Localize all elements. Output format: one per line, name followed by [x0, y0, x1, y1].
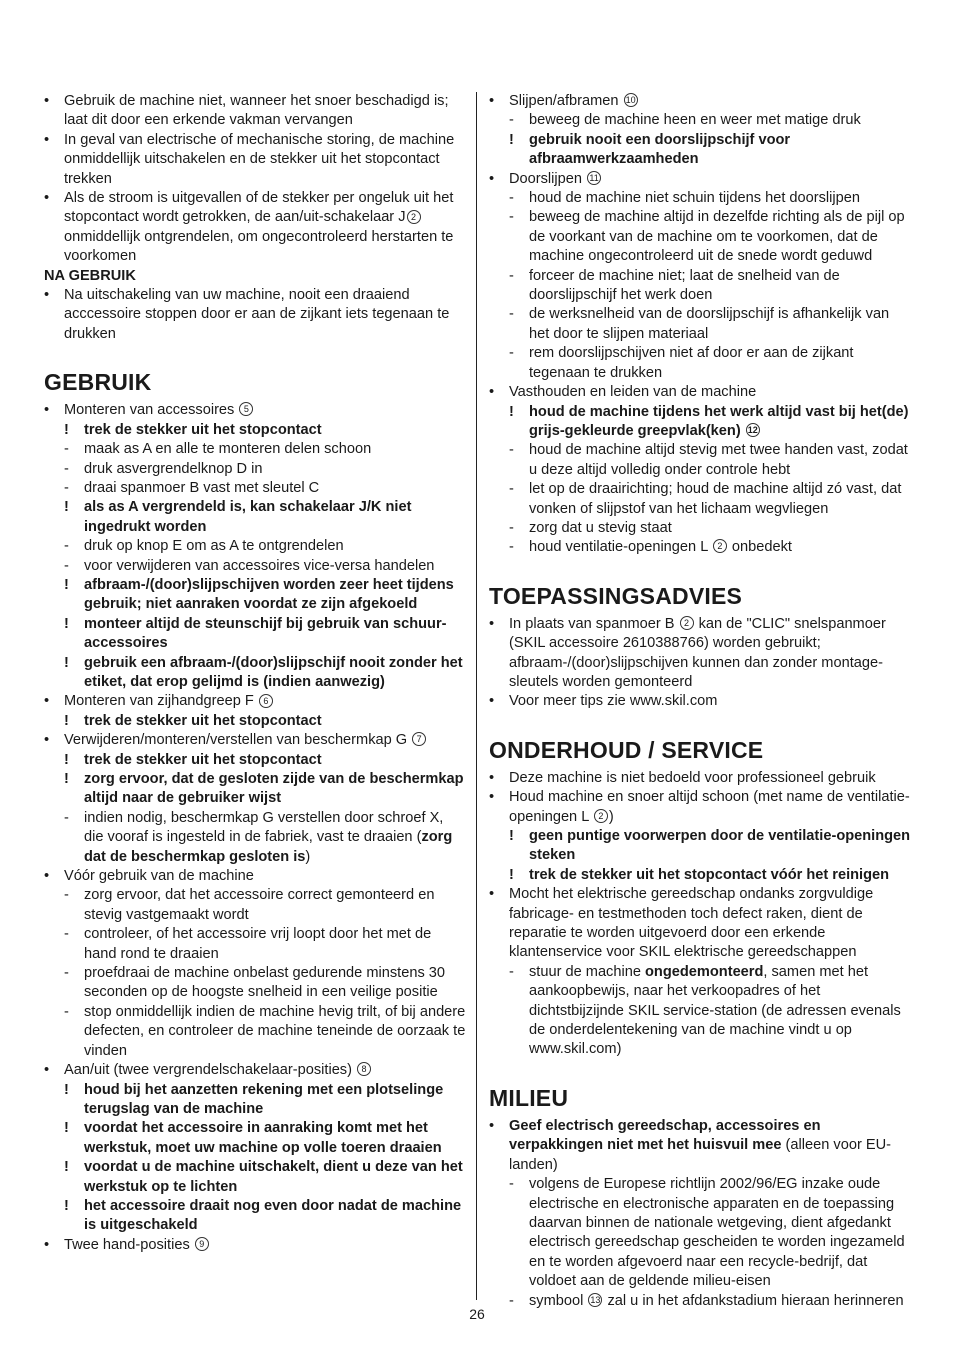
item-text: houd ventilatie-openingen L 2 onbedekt	[529, 539, 792, 556]
heading-milieu: MILIEU	[489, 1084, 569, 1111]
dash-item	[44, 886, 466, 925]
item-text: druk op knop E om as A te ontgrendelen	[84, 538, 344, 555]
dash-item	[44, 809, 466, 867]
warning-item	[44, 1197, 466, 1236]
bullet-item	[489, 615, 913, 693]
dash-marker: -	[64, 965, 69, 982]
dash-item	[489, 267, 913, 306]
list-milieu	[489, 1117, 913, 1311]
bullet-item	[44, 1236, 466, 1255]
item-text: houd de machine altijd stevig met twee handen vast, zodat u deze altijd volledig onder controle hebt	[529, 442, 908, 478]
item-text: zorg dat u stevig staat	[529, 519, 672, 536]
warning-item	[44, 1158, 466, 1197]
dash-item	[489, 441, 913, 480]
list-gebruik	[44, 401, 466, 1255]
dash-item	[489, 1175, 913, 1291]
bullet-item	[489, 885, 913, 963]
item-text: Deze machine is niet bedoeld voor professioneel gebruik	[509, 769, 876, 786]
item-text: Na uitschakeling van uw machine, nooit een draaiend acccessoire stoppen door er aan de zijkant iets tegenaan te drukken	[64, 287, 450, 342]
item-text: Monteren van zijhandgreep F 6	[64, 693, 274, 709]
item-text: Twee hand-posities 9	[64, 1237, 210, 1253]
warning-item	[489, 403, 913, 442]
warning-item	[44, 1081, 466, 1120]
bullet-item	[489, 170, 913, 189]
bullet-marker: •	[489, 693, 495, 710]
bullet-marker: •	[44, 1062, 50, 1079]
list-intro	[44, 92, 466, 267]
item-text: Houd machine en snoer altijd schoon (met name de ventilatie-openingen L 2 )	[509, 789, 910, 825]
dash-item	[44, 479, 466, 498]
warning-item	[44, 615, 466, 654]
bullet-marker: •	[489, 769, 495, 786]
bullet-marker: •	[44, 93, 50, 109]
dash-item	[489, 111, 913, 130]
bullet-marker: •	[44, 693, 50, 710]
item-text: trek de stekker uit het stopcontact	[84, 712, 322, 729]
item-text: beweeg de machine altijd in dezelfde richting als de pijl op de voorkant van de machine om te voorkomen, dat de machine ongecontroleerd uit de snede wordt geduwd	[529, 209, 905, 265]
dash-item	[44, 537, 466, 556]
item-text: Aan/uit (twee vergrendelschakelaar-posities) 8	[64, 1062, 372, 1078]
dash-marker: -	[509, 963, 514, 980]
bullet-marker: •	[44, 287, 50, 304]
warning-item	[44, 712, 466, 731]
item-text: proefdraai de machine onbelast gedurende minstens 30 seconden op de hoogste snelheid in een veilige positie	[84, 965, 446, 1001]
dash-item	[44, 964, 466, 1003]
warning-item	[489, 866, 913, 885]
warning-item	[44, 1119, 466, 1158]
bullet-marker: •	[44, 402, 50, 419]
item-text: als as A vergrendeld is, kan schakelaar J/K niet ingedrukt worden	[84, 499, 412, 535]
dash-marker: -	[509, 1292, 514, 1309]
item-text: Als de stroom is uitgevallen of de stekker per ongeluk uit het stopcontact wordt getrokken, de aan/uit-schakelaar J 2 onmiddellijk ontgrendelen, om ongecontroleerd herstarten te voorkomen	[64, 190, 454, 265]
item-text: beweeg de machine heen en weer met matige druk	[529, 112, 861, 129]
item-text: indien nodig, beschermkap G verstellen door schroef X, die vooraf is ingesteld in de fabriek, vast te draaien (zorg dat de beschermkap gesloten is)	[84, 809, 453, 865]
column-divider	[476, 92, 477, 1300]
item-text: Vóór gebruik van de machine	[64, 868, 254, 885]
bullet-item	[44, 286, 466, 344]
list-onderhoud-service	[489, 769, 913, 1060]
bullet-marker: •	[489, 886, 495, 903]
item-text: voor verwijderen van accessoires vice-versa handelen	[84, 557, 435, 574]
item-text: voordat het accessoire in aanraking komt met het werkstuk, moet uw machine op volle toeren draaien	[84, 1120, 442, 1156]
item-text: trek de stekker uit het stopcontact	[84, 421, 322, 438]
bullet-marker: •	[44, 868, 50, 885]
item-text: trek de stekker uit het stopcontact	[84, 751, 322, 768]
dash-marker: -	[64, 538, 69, 555]
circled-number-icon: 12	[747, 425, 758, 436]
bullet-marker: •	[44, 732, 50, 749]
warning-item	[44, 751, 466, 770]
dash-marker: -	[509, 345, 514, 362]
item-text: In geval van electrische of mechanische storing, de machine onmiddellijk uitschakelen en de stekker uit het stopcontact trekken	[64, 131, 455, 187]
bullet-item	[489, 92, 913, 111]
circled-number-icon: 2	[680, 616, 694, 630]
dash-marker: -	[509, 209, 514, 226]
warning-item	[44, 421, 466, 440]
bullet-item	[489, 769, 913, 788]
item-text: Slijpen/afbramen 10	[509, 93, 636, 109]
dash-marker: -	[509, 112, 514, 129]
item-text: zorg ervoor, dat het accessoire correct gemonteerd en stevig vastgemaakt wordt	[84, 887, 435, 923]
dash-item	[489, 538, 913, 557]
warning-marker: !	[64, 421, 69, 438]
circled-number-icon: 2	[713, 539, 727, 553]
bullet-item	[489, 1117, 913, 1175]
item-text: de werksnelheid van de doorslijpschijf is afhankelijk van het door te slijpen materiaal	[529, 306, 890, 342]
dash-marker: -	[509, 190, 514, 207]
list-slijpen	[489, 92, 913, 558]
bullet-item	[44, 401, 466, 420]
bullet-item	[489, 383, 913, 402]
dash-item	[44, 925, 466, 964]
dash-item	[44, 460, 466, 479]
circled-number-icon: 8	[357, 1062, 371, 1076]
warning-item	[44, 498, 466, 537]
item-text: geen puntige voorwerpen door de ventilatie-openingen steken	[529, 828, 911, 864]
warning-marker: !	[64, 615, 69, 632]
item-text: afbraam-/(door)slijpschijven worden zeer heet tijdens gebruik; niet aanraken voordat ze zijn afgekoeld	[84, 576, 454, 613]
warning-marker: !	[64, 712, 69, 729]
circled-number-icon: 5	[239, 402, 253, 416]
item-text: controleer, of het accessoire vrij loopt door het met de hand rond te draaien	[84, 926, 432, 962]
subheading-na-gebruik: NA GEBRUIK	[44, 267, 136, 284]
warning-item	[489, 131, 913, 170]
warning-item	[44, 770, 466, 809]
item-text: In plaats van spanmoer B 2 kan de "CLIC" snelspanmoer (SKIL accessoire 2610388766) worden gebruikt; afbraam-/(door)slijpschijven kunnen dan zonder montage-sleutels worden gemonteerd	[509, 615, 886, 690]
item-text: maak as A en alle te monteren delen schoon	[84, 441, 372, 458]
circled-number-icon: 7	[412, 732, 426, 746]
warning-marker: !	[64, 654, 69, 671]
warning-marker: !	[509, 131, 514, 148]
item-text: draai spanmoer B vast met sleutel C	[84, 479, 320, 496]
item-text: houd de machine niet schuin tijdens het doorslijpen	[529, 190, 861, 207]
bullet-marker: •	[489, 789, 495, 806]
item-text: Vasthouden en leiden van de machine	[509, 384, 757, 401]
dash-item	[489, 519, 913, 538]
warning-marker: !	[64, 1197, 69, 1214]
dash-item	[489, 480, 913, 519]
item-text: gebruik nooit een doorslijpschijf voor afbraamwerkzaamheden	[529, 131, 791, 168]
item-text: Monteren van accessoires 5	[64, 402, 254, 418]
item-text: trek de stekker uit het stopcontact vóór het reinigen	[529, 866, 890, 883]
bullet-item	[44, 1061, 466, 1080]
warning-marker: !	[509, 866, 514, 883]
dash-item	[44, 440, 466, 459]
bullet-item	[44, 92, 466, 131]
dash-marker: -	[64, 460, 69, 477]
dash-item	[44, 557, 466, 576]
dash-marker: -	[509, 539, 514, 556]
warning-item	[44, 576, 466, 615]
circled-number-icon: 9	[195, 1237, 209, 1251]
item-text: stop onmiddellijk indien de machine hevig trilt, of bij andere defecten, en controleer de machine teneinde de oorzaak te vinden	[84, 1003, 466, 1059]
dash-marker: -	[64, 557, 69, 574]
warning-marker: !	[64, 499, 69, 516]
heading-toepassingsadvies: TOEPASSINGSADVIES	[489, 582, 743, 609]
item-text: Geef electrisch gereedschap, accessoires en verpakkingen niet met het huisvuil mee (alleen voor EU-landen)	[509, 1117, 891, 1173]
dash-marker: -	[509, 442, 514, 459]
circled-number-icon: 6	[259, 694, 273, 708]
bullet-item	[489, 692, 913, 711]
item-text: voordat u de machine uitschakelt, dient u deze van het werkstuk op te lichten	[84, 1159, 463, 1195]
dash-marker: -	[509, 481, 514, 498]
warning-marker: !	[64, 1159, 69, 1176]
bullet-item	[489, 788, 913, 827]
warning-marker: !	[509, 828, 514, 844]
warning-marker: !	[509, 403, 514, 420]
item-text: Voor meer tips zie www.skil.com	[509, 693, 718, 710]
circled-number-icon: 13	[590, 1294, 601, 1305]
item-text: Mocht het elektrische gereedschap ondanks zorgvuldige fabricage- en testmethoden toch defect raken, dient de reparatie te worden uitgevoerd door een erkende klantenservice voor SKIL elektrische gereedschappen	[509, 886, 874, 961]
bullet-marker: •	[489, 93, 495, 109]
warning-marker: !	[64, 1081, 69, 1098]
warning-item	[489, 827, 913, 866]
circled-number-icon: 11	[587, 171, 601, 185]
dash-marker: -	[64, 441, 69, 458]
item-text: houd de machine tijdens het werk altijd vast bij het(de) grijs-gekleurde greepvlak(ken) 12	[529, 403, 909, 439]
circled-number-icon: 10	[625, 95, 636, 106]
circled-number-icon: 2	[594, 809, 608, 823]
item-text: Doorslijpen 11	[509, 171, 602, 187]
bullet-marker: •	[489, 1117, 495, 1134]
warning-marker: !	[64, 1120, 69, 1137]
dash-item	[489, 344, 913, 383]
item-text: Gebruik de machine niet, wanneer het snoer beschadigd is; laat dit door een erkende vakman vervangen	[64, 93, 449, 129]
dash-marker: -	[509, 1176, 514, 1193]
right-column	[489, 92, 913, 1311]
dash-marker: -	[64, 887, 69, 904]
list-na-gebruik	[44, 286, 466, 344]
item-text: volgens de Europese richtlijn 2002/96/EG inzake oude electrische en electronische apparaten en de toepassing daarvan binnen de nationale wetgeving, dient afgedankt electrisch gereedschap gescheiden te worden ingezameld en te worden afgevoerd naar een recycle-bedrijf, dat voldoet aan de geldende milieu-eisen	[529, 1176, 905, 1290]
heading-gebruik: GEBRUIK	[44, 369, 152, 396]
bullet-item	[44, 692, 466, 711]
bullet-marker: •	[44, 1236, 50, 1253]
item-text: stuur de machine ongedemonteerd, samen met het aankoopbewijs, naar het verkoopadres of het dichtstbijzijnde SKIL service-station (de adressen evenals de onderdelentekening van de machine vindt u op www.skil.com)	[529, 963, 901, 1058]
bullet-item	[44, 731, 466, 750]
warning-marker: !	[64, 771, 69, 787]
item-text: forceer de machine niet; laat de snelheid van de doorslijpschijf het werk doen	[529, 267, 840, 304]
item-text: druk asvergrendelknop D in	[84, 460, 263, 477]
warning-marker: !	[64, 576, 69, 593]
bullet-marker: •	[44, 131, 50, 148]
dash-marker: -	[64, 809, 69, 826]
item-text: houd bij het aanzetten rekening met een plotselinge terugslag van de machine	[84, 1081, 444, 1117]
dash-marker: -	[509, 306, 514, 323]
circled-number-icon: 2	[407, 210, 421, 224]
bullet-item	[44, 189, 466, 267]
bullet-marker: •	[489, 384, 495, 401]
bullet-item	[44, 867, 466, 886]
bullet-item	[44, 131, 466, 189]
warning-marker: !	[64, 751, 69, 768]
dash-marker: -	[64, 1003, 69, 1020]
item-text: het accessoire draait nog even door nadat de machine is uitgeschakeld	[84, 1197, 462, 1234]
list-toepassingsadvies	[489, 615, 913, 712]
bullet-marker: •	[44, 190, 50, 207]
dash-item	[489, 963, 913, 1060]
dash-item	[44, 1003, 466, 1061]
dash-item	[489, 305, 913, 344]
dash-marker: -	[509, 519, 514, 536]
dash-marker: -	[509, 267, 514, 284]
dash-marker: -	[64, 479, 69, 496]
dash-item	[489, 189, 913, 208]
bullet-marker: •	[489, 615, 495, 632]
dash-marker: -	[64, 926, 69, 943]
item-text: rem doorslijpschijven niet af door er aan de zijkant tegenaan te drukken	[529, 345, 854, 381]
item-text: monteer altijd de steunschijf bij gebruik van schuur-accessoires	[84, 615, 447, 652]
item-text: zorg ervoor, dat de gesloten zijde van de beschermkap altijd naar de gebruiker wijst	[84, 771, 464, 807]
heading-onderhoud-service: ONDERHOUD / SERVICE	[489, 736, 764, 763]
item-text: symbool 13 zal u in het afdankstadium hieraan herinneren	[529, 1292, 904, 1309]
left-column	[44, 92, 466, 1255]
item-text: Verwijderen/monteren/verstellen van beschermkap G 7	[64, 732, 427, 748]
item-text: let op de draairichting; houd de machine altijd zó vast, dat vonken of slijpstof van het lichaam wegvliegen	[529, 481, 902, 517]
dash-item	[489, 208, 913, 266]
warning-item	[44, 654, 466, 693]
bullet-marker: •	[489, 170, 495, 187]
item-text: gebruik een afbraam-/(door)slijpschijf nooit zonder het etiket, dat erop gelijmd is (indien aanwezig)	[84, 654, 463, 690]
page-number: 26	[469, 1306, 485, 1322]
